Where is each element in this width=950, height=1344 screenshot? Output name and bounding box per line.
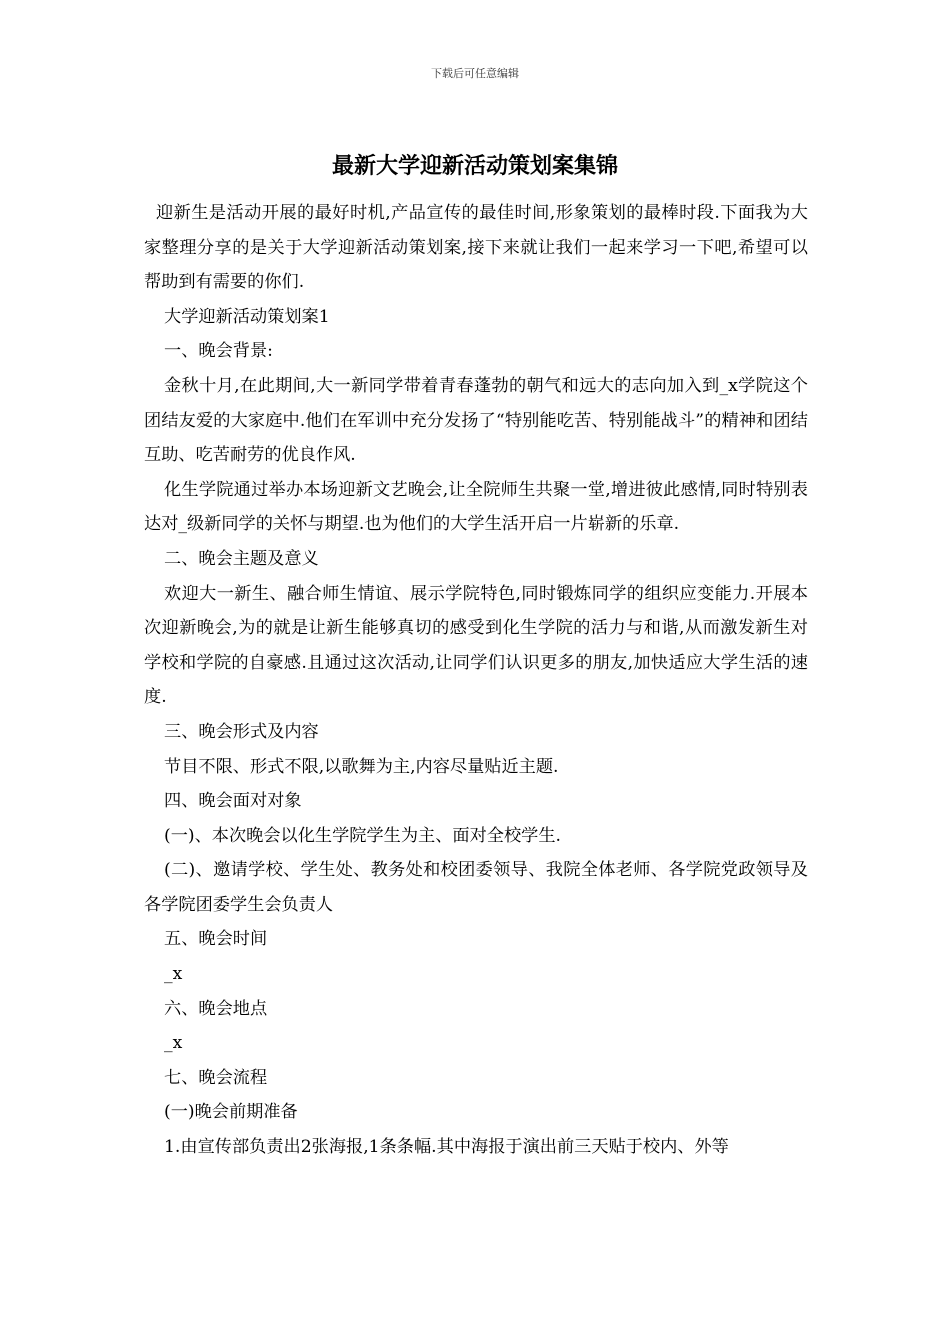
paragraph-audience-1: (一)、本次晚会以化生学院学生为主、面对全校学生. (164, 825, 562, 846)
document-title: 最新大学迎新活动策划案集锦 (331, 154, 618, 179)
paragraph-form: 节目不限、形式不限,以歌舞为主,内容尽量贴近主题. (164, 756, 559, 777)
paragraph-intro: 迎新生是活动开展的最好时机,产品宣传的最佳时间,形象策划的最棒时段.下面我为大家整理分享的是关于大学迎新活动策划案,接下来就让我们一起来学习一下吧,希望可以帮助到有需要的你们. (144, 203, 808, 293)
paragraph-location-value: _x (164, 1033, 183, 1054)
paragraph-audience-2: (二)、邀请学校、学生处、教务处和校团委领导、我院全体老师、各学院党政领导及各学院团委学生会负责人 (144, 860, 808, 915)
paragraph-subsection-1: (一)晚会前期准备 (164, 1102, 298, 1123)
paragraph-plan-heading: 大学迎新活动策划案1 (164, 306, 330, 327)
paragraph-section-3: 三、晚会形式及内容 (164, 721, 319, 742)
paragraph-section-7: 七、晚会流程 (164, 1067, 268, 1088)
paragraph-section-5: 五、晚会时间 (164, 929, 268, 950)
paragraph-section-1: 一、晚会背景: (164, 341, 273, 362)
paragraph-theme: 欢迎大一新生、融合师生情谊、展示学院特色,同时锻炼同学的组织应变能力.开展本次迎新晚会,为的就是让新生能够真切的感受到化生学院的活力与和谐,从而激发新生对学校和学院的自豪感.且通过这次活动,让同学们认识更多的朋友,加快适应大学生活的速度. (144, 583, 808, 708)
header-note: 下载后可任意编辑 (431, 67, 519, 80)
paragraph-section-6: 六、晚会地点 (164, 998, 268, 1019)
document-body (144, 196, 808, 1165)
paragraph-background-1: 金秋十月,在此期间,大一新同学带着青春蓬勃的朝气和远大的志向加入到_x学院这个团结友爱的大家庭中.他们在军训中充分发扬了“特别能吃苦、特别能战斗”的精神和团结互助、吃苦耐劳的优良作风. (144, 375, 808, 466)
paragraph-section-2: 二、晚会主题及意义 (164, 548, 319, 569)
paragraph-time-value: _x (164, 964, 183, 985)
paragraph-section-4: 四、晚会面对对象 (164, 791, 302, 812)
paragraph-item-1: 1.由宣传部负责出2张海报,1条条幅.其中海报于演出前三天贴于校内、外等 (164, 1137, 729, 1158)
paragraph-background-2: 化生学院通过举办本场迎新文艺晚会,让全院师生共聚一堂,增进彼此感情,同时特别表达对_级新同学的关怀与期望.也为他们的大学生活开启一片崭新的乐章. (144, 479, 808, 535)
